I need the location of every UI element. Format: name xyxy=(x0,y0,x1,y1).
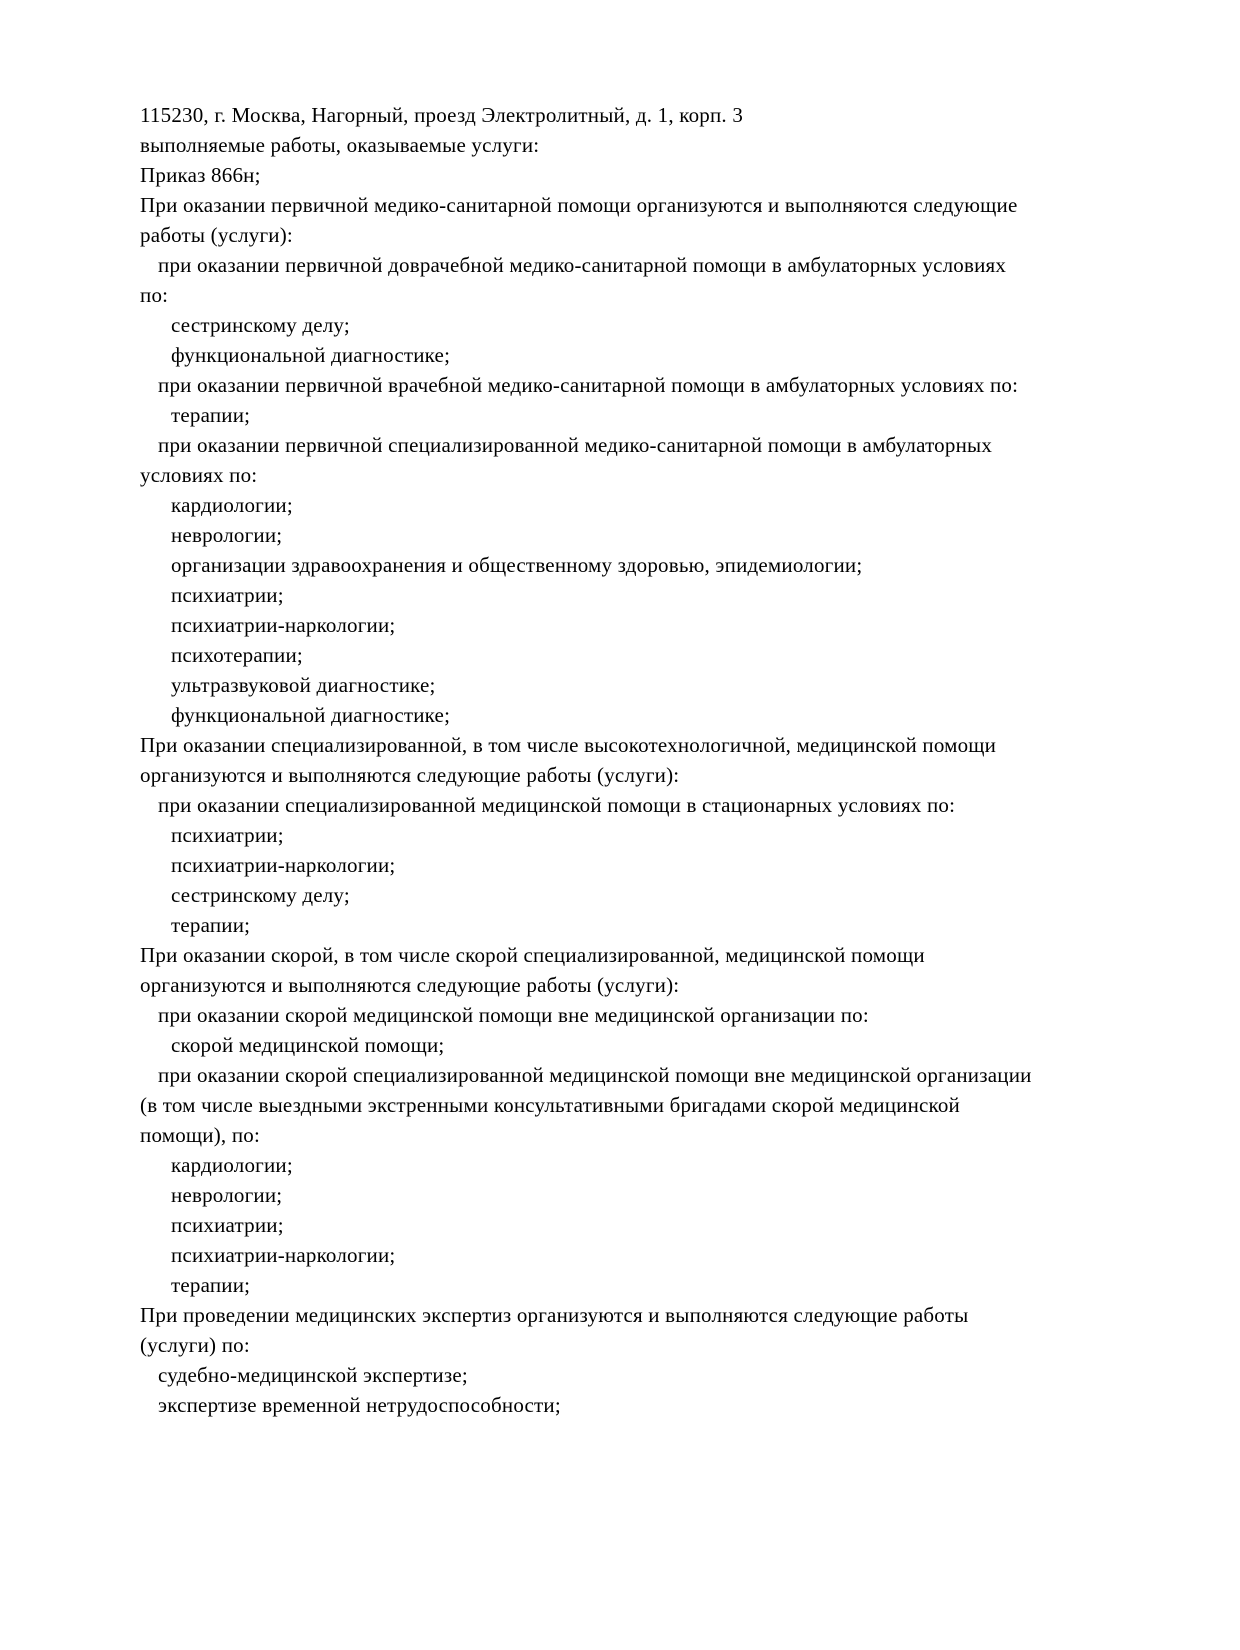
document-line: помощи), по: xyxy=(140,1123,261,1147)
document-line: кардиологии; xyxy=(171,493,293,517)
document-line: при оказании скорой специализированной медицинской помощи вне медицинской организации xyxy=(158,1063,1032,1087)
document-line: при оказании скорой медицинской помощи вне медицинской организации по: xyxy=(158,1003,869,1027)
document-line: организуются и выполняются следующие работы (услуги): xyxy=(140,973,680,997)
document-line: психиатрии-наркологии; xyxy=(171,613,396,637)
document-line: организуются и выполняются следующие работы (услуги): xyxy=(140,763,680,787)
document-line: При проведении медицинских экспертиз организуются и выполняются следующие работы xyxy=(140,1303,969,1327)
document-line: терапии; xyxy=(171,403,251,427)
document-line: психиатрии; xyxy=(171,823,284,847)
document-line: при оказании первичной доврачебной медико-санитарной помощи в амбулаторных условиях xyxy=(158,253,1007,277)
document-line: сестринскому делу; xyxy=(171,313,350,337)
document-line: функциональной диагностике; xyxy=(171,343,451,367)
document-line: терапии; xyxy=(171,1273,251,1297)
document-line: психиатрии-наркологии; xyxy=(171,1243,396,1267)
document-line: сестринскому делу; xyxy=(171,883,350,907)
document-line: При оказании скорой, в том числе скорой специализированной, медицинской помощи xyxy=(140,943,925,967)
document-line: Приказ 866н; xyxy=(140,163,261,187)
document-line: ультразвуковой диагностике; xyxy=(171,673,436,697)
document-line: (услуги) по: xyxy=(140,1333,250,1357)
document-line: 115230, г. Москва, Нагорный, проезд Электролитный, д. 1, корп. 3 xyxy=(140,103,744,127)
document-line: скорой медицинской помощи; xyxy=(171,1033,445,1057)
document-body xyxy=(140,100,1170,1420)
document-line: работы (услуги): xyxy=(140,223,293,247)
document-line: при оказании специализированной медицинской помощи в стационарных условиях по: xyxy=(158,793,956,817)
document-line: при оказании первичной специализированной медико-санитарной помощи в амбулаторных xyxy=(158,433,993,457)
document-line: При оказании первичной медико-санитарной помощи организуются и выполняются следующие xyxy=(140,193,1018,217)
document-line: функциональной диагностике; xyxy=(171,703,451,727)
document-line: условиях по: xyxy=(140,463,258,487)
document-line: судебно-медицинской экспертизе; xyxy=(158,1363,468,1387)
document-line: психиатрии; xyxy=(171,1213,284,1237)
document-line: психиатрии; xyxy=(171,583,284,607)
document-line: (в том числе выездными экстренными консультативными бригадами скорой медицинской xyxy=(140,1093,960,1117)
document-line: кардиологии; xyxy=(171,1153,293,1177)
document-line: выполняемые работы, оказываемые услуги: xyxy=(140,133,540,157)
document-line: психотерапии; xyxy=(171,643,303,667)
document-line: При оказании специализированной, в том числе высокотехнологичной, медицинской помощи xyxy=(140,733,997,757)
document-line: организации здравоохранения и общественному здоровью, эпидемиологии; xyxy=(171,553,863,577)
document-line: неврологии; xyxy=(171,523,283,547)
document-line: экспертизе временной нетрудоспособности; xyxy=(158,1393,561,1417)
document-line: по: xyxy=(140,283,169,307)
document-line: терапии; xyxy=(171,913,251,937)
document-line: при оказании первичной врачебной медико-санитарной помощи в амбулаторных условиях по: xyxy=(158,373,1019,397)
document-line: неврологии; xyxy=(171,1183,283,1207)
document-line: психиатрии-наркологии; xyxy=(171,853,396,877)
